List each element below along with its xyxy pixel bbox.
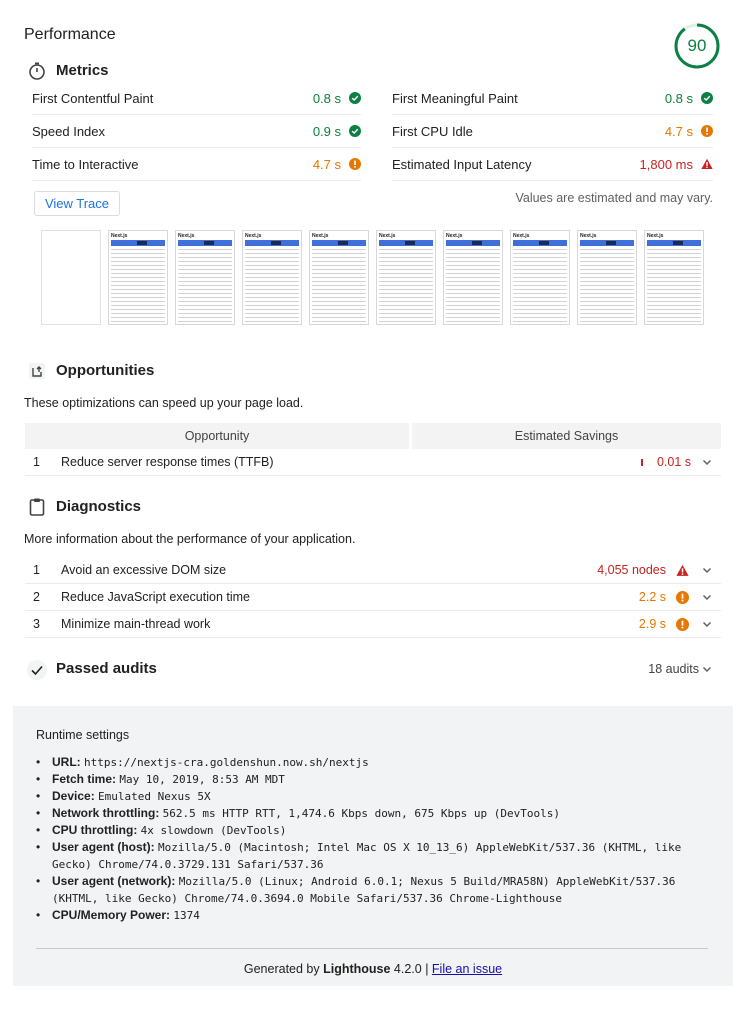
footer-prefix: Generated by bbox=[243, 962, 324, 976]
filmstrip-frame-blank bbox=[41, 230, 101, 325]
opportunity-row-ttfb[interactable] bbox=[25, 449, 721, 476]
runtime-value: 1374 bbox=[173, 909, 200, 922]
frame-title: Next.js bbox=[111, 233, 128, 239]
metric-first-contentful-paint bbox=[32, 82, 361, 115]
passed-audits-title[interactable]: Passed audits bbox=[56, 660, 157, 677]
metric-value: 0.9 s bbox=[312, 123, 341, 139]
metric-label: First Contentful Paint bbox=[32, 90, 154, 106]
metric-value: 0.8 s bbox=[664, 90, 693, 106]
frame-title: Next.js bbox=[513, 233, 530, 239]
runtime-key: Fetch time: bbox=[52, 772, 117, 786]
runtime-item-device: • Device: Emulated Nexus 5X bbox=[36, 789, 211, 803]
fail-warning-icon bbox=[676, 564, 689, 577]
metric-estimated-input-latency bbox=[392, 148, 713, 181]
frame-title: Next.js bbox=[245, 233, 262, 239]
metric-speed-index bbox=[32, 115, 361, 148]
row-value: 2.9 s bbox=[638, 617, 666, 631]
runtime-key: User agent (host): bbox=[52, 840, 155, 854]
frame-title: Next.js bbox=[379, 233, 396, 239]
row-index: 3 bbox=[33, 617, 40, 631]
filmstrip-frame bbox=[577, 230, 637, 325]
metric-value: 0.8 s bbox=[312, 90, 341, 106]
filmstrip-frame bbox=[242, 230, 302, 325]
metrics-title: Metrics bbox=[56, 62, 109, 79]
filmstrip-frame bbox=[443, 230, 503, 325]
filmstrip-frame bbox=[108, 230, 168, 325]
metric-first-meaningful-paint bbox=[392, 82, 713, 115]
filmstrip-frame bbox=[510, 230, 570, 325]
pass-check-icon bbox=[701, 92, 713, 104]
row-value: 2.2 s bbox=[638, 590, 666, 604]
average-info-icon bbox=[349, 158, 361, 170]
opportunities-description: These optimizations can speed up your page load. bbox=[24, 396, 304, 410]
footer-version: 4.2.0 | bbox=[390, 962, 432, 976]
values-note: Values are estimated and may vary. bbox=[515, 191, 713, 205]
chevron-down-icon[interactable] bbox=[701, 591, 713, 603]
stopwatch-icon bbox=[26, 60, 48, 82]
opportunities-icon bbox=[26, 360, 48, 382]
chevron-down-icon[interactable] bbox=[701, 564, 713, 576]
opportunities-table-header bbox=[25, 423, 721, 449]
fail-warning-icon bbox=[701, 158, 713, 170]
frame-title: Next.js bbox=[647, 233, 664, 239]
runtime-item-url: • URL: https://nextjs-cra.goldenshun.now.sh/nextjs bbox=[36, 755, 369, 769]
metric-first-cpu-idle bbox=[392, 115, 713, 148]
runtime-item-fetch-time: • Fetch time: May 10, 2019, 8:53 AM MDT bbox=[36, 772, 285, 786]
diagnostics-description: More information about the performance of your application. bbox=[24, 532, 356, 546]
row-value: 4,055 nodes bbox=[597, 563, 666, 577]
frame-title: Next.js bbox=[178, 233, 195, 239]
col-opportunity: Opportunity bbox=[25, 423, 409, 449]
runtime-key: CPU throttling: bbox=[52, 823, 138, 837]
chevron-down-icon[interactable] bbox=[701, 618, 713, 630]
row-value: 0.01 s bbox=[656, 455, 691, 469]
metric-time-to-interactive bbox=[32, 148, 361, 181]
metric-label: First CPU Idle bbox=[392, 123, 473, 139]
runtime-item-network-throttling: • Network throttling: 562.5 ms HTTP RTT, 1,474.6 Kbps down, 675 Kbps up (DevTools) bbox=[36, 806, 561, 820]
metric-value: 1,800 ms bbox=[639, 156, 693, 172]
average-info-icon bbox=[701, 125, 713, 137]
col-estimated-savings: Estimated Savings bbox=[412, 423, 721, 449]
diagnostic-row-main-thread[interactable] bbox=[25, 611, 721, 638]
pass-check-icon bbox=[349, 92, 361, 104]
page-title: Performance bbox=[24, 26, 116, 43]
metric-label: Estimated Input Latency bbox=[392, 156, 532, 172]
runtime-item-user-agent-host: • User agent (host): Mozilla/5.0 (Macintosh; Intel Mac OS X 10_13_6) AppleWebKit/537.36 (KHTML, like Gecko) Chrome/74.0.3729.131 Safari/537.36 bbox=[36, 840, 682, 871]
row-label: Minimize main-thread work bbox=[61, 617, 211, 631]
row-index: 2 bbox=[33, 590, 40, 604]
diagnostic-row-dom-size[interactable] bbox=[25, 557, 721, 584]
average-info-icon bbox=[676, 618, 689, 631]
file-issue-link[interactable]: File an issue bbox=[431, 962, 503, 976]
runtime-key: CPU/Memory Power: bbox=[52, 908, 171, 922]
frame-title: Next.js bbox=[580, 233, 597, 239]
runtime-value: Mozilla/5.0 (Macintosh; Intel Mac OS X 10_13_6) AppleWebKit/537.36 (KHTML, like Gecko) Chrome/74.0.3729.131 Safari/537.36 bbox=[52, 841, 682, 871]
filmstrip-frame bbox=[644, 230, 704, 325]
filmstrip-frame bbox=[309, 230, 369, 325]
runtime-value: 4x slowdown (DevTools) bbox=[140, 824, 287, 837]
runtime-key: URL: bbox=[52, 755, 81, 769]
metric-label: Speed Index bbox=[32, 123, 106, 139]
savings-bar bbox=[641, 459, 643, 466]
frame-title: Next.js bbox=[446, 233, 463, 239]
row-label: Avoid an excessive DOM size bbox=[61, 563, 227, 577]
runtime-key: Network throttling: bbox=[52, 806, 160, 820]
runtime-value: https://nextjs-cra.goldenshun.now.sh/nextjs bbox=[84, 756, 369, 769]
view-trace-button[interactable]: View Trace bbox=[34, 191, 120, 216]
pass-check-icon bbox=[349, 125, 361, 137]
metric-value: 4.7 s bbox=[664, 123, 693, 139]
chevron-down-icon[interactable] bbox=[701, 663, 713, 675]
diagnostics-title: Diagnostics bbox=[56, 498, 142, 515]
filmstrip-frame bbox=[175, 230, 235, 325]
runtime-item-cpu-throttling: • CPU throttling: 4x slowdown (DevTools) bbox=[36, 823, 287, 837]
metric-value: 4.7 s bbox=[312, 156, 341, 172]
runtime-settings-title: Runtime settings bbox=[36, 728, 130, 742]
score-value: 90 bbox=[687, 36, 707, 55]
footer-divider bbox=[36, 948, 708, 949]
average-info-icon bbox=[676, 591, 689, 604]
opportunities-title: Opportunities bbox=[56, 362, 155, 379]
metric-label: First Meaningful Paint bbox=[392, 90, 518, 106]
runtime-value: May 10, 2019, 8:53 AM MDT bbox=[119, 773, 285, 786]
clipboard-icon bbox=[26, 496, 48, 518]
row-label: Reduce JavaScript execution time bbox=[61, 590, 250, 604]
runtime-item-user-agent-network: • User agent (network): Mozilla/5.0 (Linux; Android 6.0.1; Nexus 5 Build/MRA58N) AppleWebKit/537.36 (KHTML, like Gecko) Chrome/74.0.3694.0 Mobile Safari/537.36 Chrome-Lighthouse bbox=[36, 874, 676, 905]
row-index: 1 bbox=[33, 563, 40, 577]
runtime-key: Device: bbox=[52, 789, 95, 803]
diagnostic-row-js-execution[interactable] bbox=[25, 584, 721, 611]
chevron-down-icon[interactable] bbox=[701, 456, 713, 468]
filmstrip-frame bbox=[376, 230, 436, 325]
runtime-value: 562.5 ms HTTP RTT, 1,474.6 Kbps down, 675 Kbps up (DevTools) bbox=[162, 807, 561, 820]
row-label: Reduce server response times (TTFB) bbox=[61, 455, 274, 469]
passed-audits-count: 18 audits bbox=[648, 662, 699, 676]
frame-title: Next.js bbox=[312, 233, 329, 239]
footer-brand: Lighthouse bbox=[323, 962, 391, 976]
runtime-item-cpu-memory-power: • CPU/Memory Power: 1374 bbox=[36, 908, 200, 922]
metric-label: Time to Interactive bbox=[32, 156, 139, 172]
runtime-value: Emulated Nexus 5X bbox=[98, 790, 211, 803]
row-index: 1 bbox=[33, 455, 40, 469]
runtime-value: Mozilla/5.0 (Linux; Android 6.0.1; Nexus 5 Build/MRA58N) AppleWebKit/537.36 (KHTML, like Gecko) Chrome/74.0.3694.0 Mobile Safari/537.36 Chrome-Lighthouse bbox=[52, 875, 676, 905]
runtime-key: User agent (network): bbox=[52, 874, 176, 888]
footer bbox=[0, 962, 746, 976]
checkmark-icon bbox=[26, 659, 48, 681]
